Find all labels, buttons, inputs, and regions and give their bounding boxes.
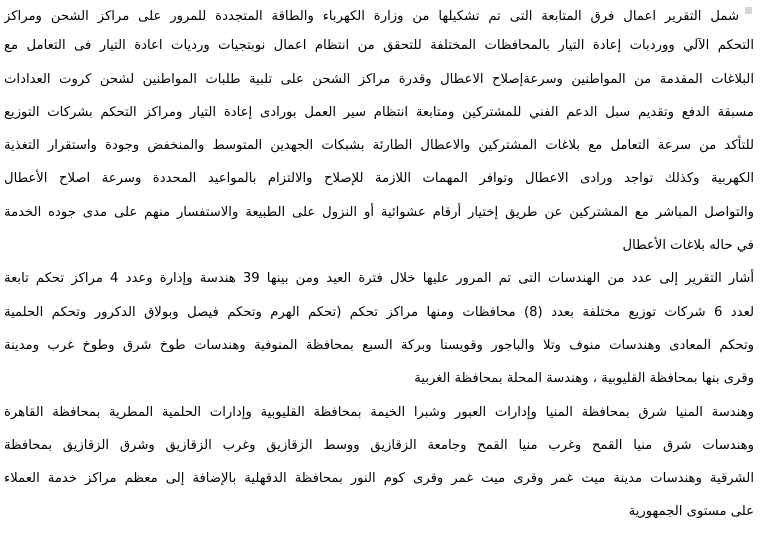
paragraph-line: شمل التقرير اعمال فرق المتابعة التى تم تشكيلها من وزارة الكهرباء والطاقة المتجددة للمرور على مراكز الشحن ومراكز <box>4 8 739 24</box>
paragraph-line: الكهربية وكذلك تواجد ورادى الاعطال وتوافر المهمات اللازمة للإصلاح والالتزام بالمواعيد المحددة وسرعة اصلاح الأعطال <box>4 171 754 187</box>
paragraph-line: للتأكد من سرعة التعامل مع بلاغات المشتركين والاعطال الطارئة بشبكات الجهدين المتوسط والمنخفض وجودة واستقرار التغذية <box>4 138 754 154</box>
paragraph-line: والتواصل المباشر مع المشتركين عن طريق إختيار أرقام عشوائية أو النزول على الطبيعة والاستفسار منهم على مدى جوده الخدمة <box>4 204 754 220</box>
paragraph-line: الشرقية وهندسات مدينة ميت غمر وقرى ميت غمر وقرى كوم النور بمحافظة الدقهلية بالإضافة إلى معظم مراكز خدمة العملاء <box>4 471 754 487</box>
paragraph-line: لعدد 6 شركات توزيع مختلفة بعدد (8) محافظات ومنها مراكز تحكم (تحكم الهرم وتحكم فيصل وبولاق الدكرور وتحكم الحلمية <box>4 304 754 320</box>
paragraph-line: على مستوى الجمهورية <box>628 504 754 520</box>
paragraph-line: مسبقة الدفع وتقديم سبل الدعم الفني للمشتركين ومتابعة انتظام سير العمل بورادى إعادة التيار ومراكز التحكم بشركات التوزيع <box>4 104 754 120</box>
paragraph-line: وهندسة المنيا شرق بمحافظة المنيا وإدارات العبور وشبرا الخيمة بمحافظة القليوبية وإدارات الحلمية المطرية بمحافظة القاهرة <box>4 404 754 420</box>
paragraph-line: البلاغات المقدمة من المواطنين وسرعةإصلاح الاعطال وقدرة مراكز الشحن على تلبية طلبات المواطنين لشحن كروت العدادات <box>4 71 754 87</box>
bullet-square-icon <box>745 7 752 14</box>
paragraph-line: وتحكم المعادى وهندسات منوف وتلا والباجور وقويسنا وبركة السبع بمحافظة المنوفية وهندسات طوخ شرق وطوخ غرب ومدينة <box>4 337 754 353</box>
paragraph-line: وهندسات شرق منيا القمح وغرب منيا القمح وجامعة الزقازيق ووسط الزقازيق وغرب الزقازيق وشرق الزقازيق بمحافظة <box>4 437 754 453</box>
paragraph-line: التحكم الآلي ووردبات إعادة التيار بالمحافظات المختلفة للتحقق من انتظام اعمال نوبتجيات ورديات اعادة التيار فى التعامل مع <box>4 38 754 54</box>
paragraph-line: أشار التقرير إلى عدد من الهندسات التى تم المرور عليها خلال فترة العيد ومن بينها 39 هندسة وإدارة وعدد 4 مراكز تحكم تابعة <box>4 271 754 287</box>
paragraph-line: في حاله بلاغات الأعطال <box>622 238 754 254</box>
bullet-paragraph-first-line <box>4 0 754 33</box>
paragraph-line: وقرى بنها بمحافظة القليوبية ، وهندسة المحلة بمحافظة الغربية <box>414 371 754 387</box>
